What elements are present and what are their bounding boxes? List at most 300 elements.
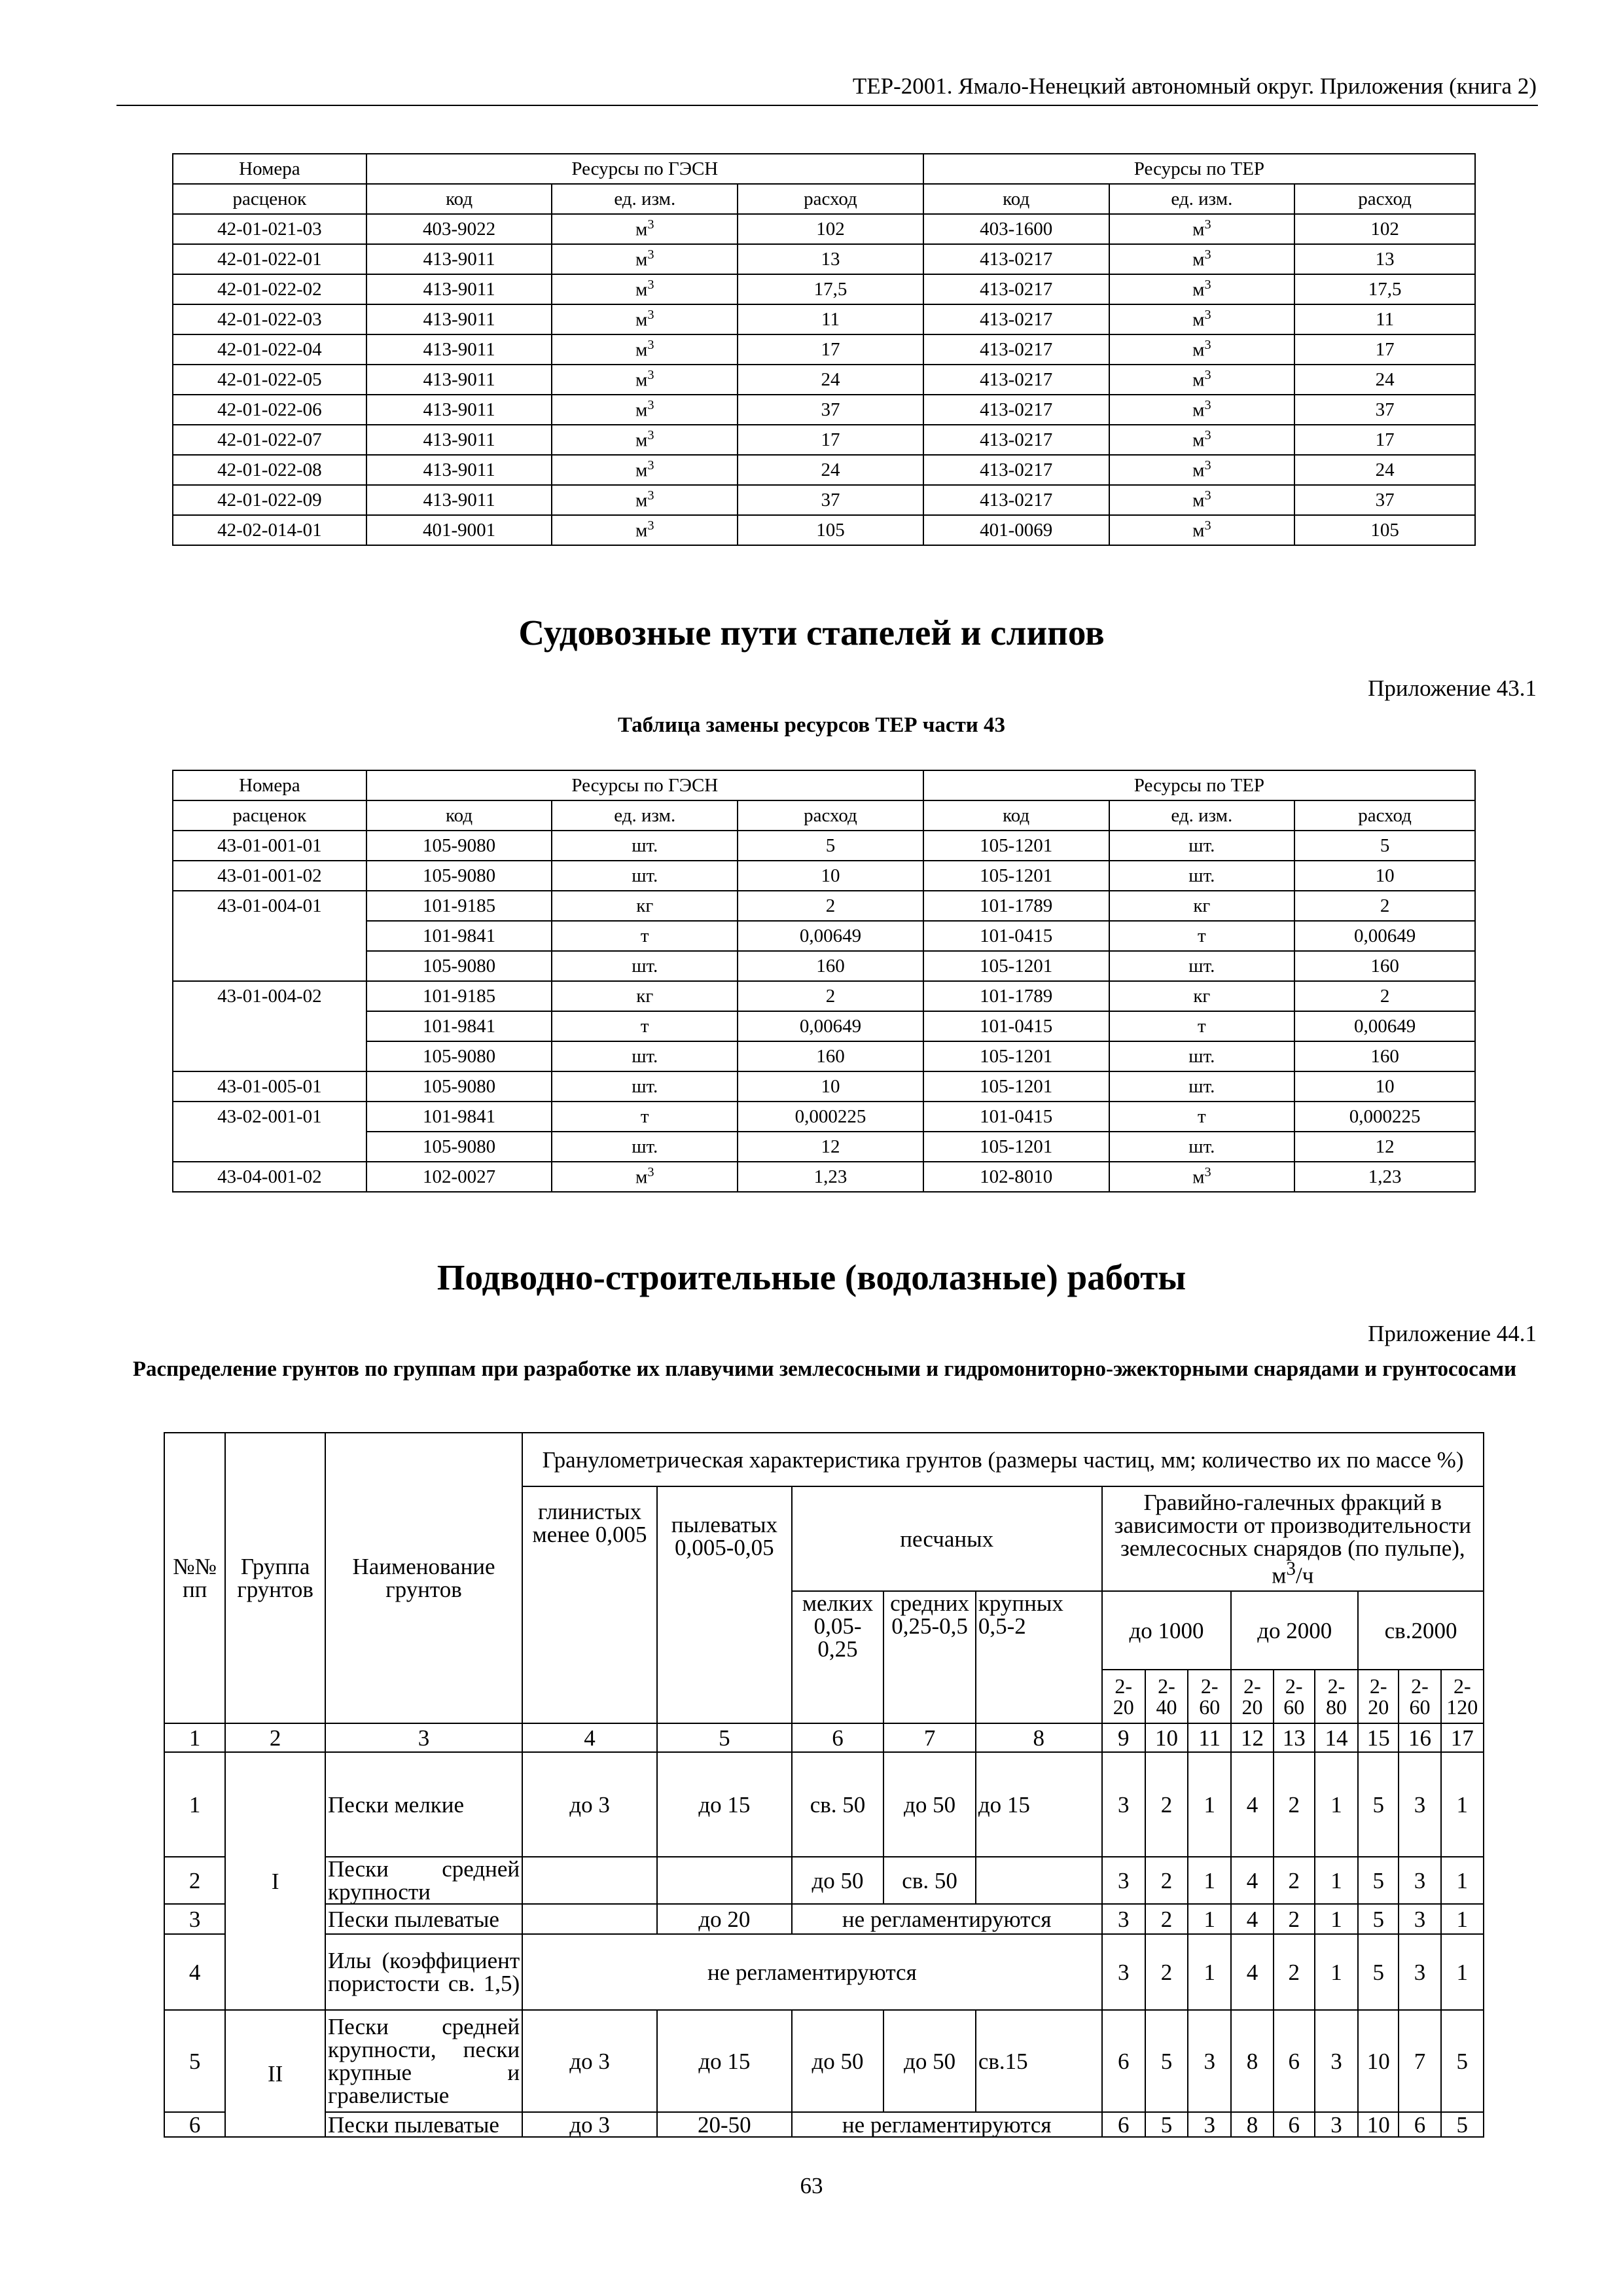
gravel-unit-tail: /ч [1296, 1562, 1314, 1588]
cell-gesn-unit: $м^3$ [552, 274, 738, 304]
header-sand-fine: мелких 0,05-0,25 [792, 1591, 884, 1723]
cell-rate-number [173, 1011, 366, 1041]
cell-rate-number: 42-01-022-07 [173, 425, 366, 455]
cell-ter-unit: шт. [1109, 1041, 1295, 1071]
cell-gravel-share: 3 [1399, 1904, 1440, 1934]
cell-sand-coarse: до 15 [976, 1752, 1102, 1857]
cell-gravel-share: 2 [1145, 1934, 1188, 2010]
cell-gesn-unit: кг [552, 891, 738, 921]
cell-clay [522, 1904, 657, 1934]
cell-gravel-share: 10 [1358, 2010, 1399, 2112]
table-colnum-row [164, 1723, 1484, 1752]
cell-gravel-share: 1 [1441, 1904, 1484, 1934]
cell-sand-fine: до 50 [792, 1857, 884, 1904]
cell-ter-flow: 24 [1294, 365, 1475, 395]
soil-name: Пески средней крупности [325, 1857, 522, 1904]
cell-gravel-share: 6 [1102, 2010, 1145, 2112]
table-row [173, 425, 1475, 455]
cell-gravel-share: 1 [1441, 1934, 1484, 2010]
cell-gesn-unit: кг [552, 981, 738, 1011]
cell-gesn-code: 413-9011 [366, 304, 552, 334]
cell-ter-code: 413-0217 [923, 304, 1109, 334]
cell-gesn-flow: 10 [738, 861, 923, 891]
cell-gesn-flow: 5 [738, 831, 923, 861]
running-header: ТЕР-2001. Ямало-Ненецкий автономный округ. Приложения (книга 2) [852, 73, 1537, 99]
cell-ter-flow: 24 [1294, 455, 1475, 485]
header-code: код [923, 184, 1109, 214]
cell-rate-number: 42-01-022-05 [173, 365, 366, 395]
column-number: 10 [1145, 1723, 1188, 1752]
cell-ter-unit: $м^3$ [1109, 1162, 1295, 1192]
cell-ter-flow: 37 [1294, 395, 1475, 425]
cell-ter-unit: $м^3$ [1109, 304, 1295, 334]
cell-gesn-code: 105-9080 [366, 861, 552, 891]
row-number: 5 [164, 2010, 225, 2112]
cell-gravel-share: 3 [1399, 1934, 1440, 2010]
cell-gravel-share: 10 [1358, 2112, 1399, 2137]
header-rate-number: Номера [173, 154, 366, 184]
header-to-1000: до 1000 [1102, 1591, 1232, 1670]
column-number: 8 [976, 1723, 1102, 1752]
cell-gesn-flow: 10 [738, 1071, 923, 1102]
resource-table-42 [172, 153, 1476, 546]
cell-rate-number [173, 921, 366, 951]
cell-gravel-share: 1 [1188, 1934, 1231, 2010]
cell-gesn-flow: 1,23 [738, 1162, 923, 1192]
cell-gesn-unit: шт. [552, 1071, 738, 1102]
cell-ter-code: 105-1201 [923, 831, 1109, 861]
header-clay: глинистых менее 0,005 [522, 1486, 657, 1723]
cell-gravel-share: 5 [1358, 1752, 1399, 1857]
header-rates: расценок [173, 800, 366, 831]
cell-gesn-flow: 160 [738, 951, 923, 981]
cell-ter-unit: кг [1109, 981, 1295, 1011]
cell-rate-number: 43-04-001-02 [173, 1162, 366, 1192]
cell-ter-flow: 0,00649 [1294, 1011, 1475, 1041]
header-subrange: 2-60 [1188, 1670, 1231, 1723]
cell-gesn-code: 102-0027 [366, 1162, 552, 1192]
cell-gesn-flow: 37 [738, 485, 923, 515]
header-subrange: 2-80 [1315, 1670, 1358, 1723]
cell-gesn-code: 101-9185 [366, 981, 552, 1011]
table-row [173, 1041, 1475, 1071]
table-row [173, 1102, 1475, 1132]
cell-not-regulated: не регламентируются [522, 1934, 1101, 2010]
header-subrange: 2-20 [1231, 1670, 1273, 1723]
cell-not-regulated: не регламентируются [792, 1904, 1102, 1934]
header-unit: ед. изм. [1109, 184, 1295, 214]
cell-rate-number: 43-01-004-02 [173, 981, 366, 1011]
cell-gravel-share: 1 [1315, 1857, 1358, 1904]
cell-gesn-code: 413-9011 [366, 455, 552, 485]
cell-clay [522, 1857, 657, 1904]
table-row [173, 515, 1475, 545]
cell-gesn-code: 403-9022 [366, 214, 552, 244]
cell-ter-unit: $м^3$ [1109, 455, 1295, 485]
row-number: 3 [164, 1904, 225, 1934]
column-number: 15 [1358, 1723, 1399, 1752]
cell-ter-code: 413-0217 [923, 395, 1109, 425]
column-number: 9 [1102, 1723, 1145, 1752]
cell-ter-flow: 0,000225 [1294, 1102, 1475, 1132]
cell-ter-flow: 0,00649 [1294, 921, 1475, 951]
cell-gravel-share: 6 [1274, 2112, 1315, 2137]
cell-gravel-share: 4 [1231, 1752, 1273, 1857]
cell-gravel-share: 4 [1231, 1934, 1273, 2010]
soil-group-I: I [225, 1752, 325, 2010]
column-number: 17 [1441, 1723, 1484, 1752]
cell-gesn-code: 413-9011 [366, 244, 552, 274]
table-row [173, 365, 1475, 395]
cell-gravel-share: 8 [1231, 2112, 1273, 2137]
soil-name: Илы (коэффициент пористости св. 1,5) [325, 1934, 522, 2010]
cell-gesn-flow: 11 [738, 304, 923, 334]
header-flow: расход [1294, 800, 1475, 831]
cell-gesn-flow: 13 [738, 244, 923, 274]
column-number: 3 [325, 1723, 522, 1752]
cell-gravel-share: 2 [1145, 1752, 1188, 1857]
cell-ter-code: 413-0217 [923, 274, 1109, 304]
cell-gravel-share: 3 [1399, 1752, 1440, 1857]
cell-gravel-share: 2 [1274, 1934, 1315, 2010]
cell-gesn-flow: 17 [738, 334, 923, 365]
cell-ter-flow: 1,23 [1294, 1162, 1475, 1192]
cell-gravel-share: 5 [1358, 1904, 1399, 1934]
cell-rate-number: 43-01-001-01 [173, 831, 366, 861]
column-number: 6 [792, 1723, 884, 1752]
cell-gesn-unit: $м^3$ [552, 395, 738, 425]
cell-ter-flow: 105 [1294, 515, 1475, 545]
cell-gesn-unit: $м^3$ [552, 1162, 738, 1192]
cell-gravel-share: 5 [1145, 2112, 1188, 2137]
cell-gesn-code: 101-9185 [366, 891, 552, 921]
cell-rate-number: 43-01-005-01 [173, 1071, 366, 1102]
cell-rate-number [173, 951, 366, 981]
cell-gesn-flow: 0,00649 [738, 921, 923, 951]
cell-gravel-share: 7 [1399, 2010, 1440, 2112]
table-row [173, 831, 1475, 861]
header-ter: Ресурсы по ТЕР [923, 154, 1475, 184]
cell-gesn-code: 413-9011 [366, 274, 552, 304]
gravel-text: Гравийно-галечных фракций в зависимости от производительности землесосных снарядов (по пульпе), м [1114, 1489, 1471, 1588]
cell-ter-code: 101-0415 [923, 1102, 1109, 1132]
cell-gesn-code: 105-9080 [366, 1071, 552, 1102]
cell-gesn-code: 413-9011 [366, 334, 552, 365]
cell-gravel-share: 3 [1315, 2112, 1358, 2137]
cell-gesn-unit: $м^3$ [552, 425, 738, 455]
cell-gravel-share: 5 [1145, 2010, 1188, 2112]
table-row [173, 1132, 1475, 1162]
table-row [164, 2010, 1484, 2112]
cell-ter-code: 105-1201 [923, 1041, 1109, 1071]
cell-gravel-share: 3 [1102, 1752, 1145, 1857]
cell-gravel-share: 3 [1188, 2112, 1231, 2137]
cell-gravel-share: 4 [1231, 1904, 1273, 1934]
soil-name: Пески мелкие [325, 1752, 522, 1857]
table-row [173, 334, 1475, 365]
cell-ter-unit: шт. [1109, 861, 1295, 891]
cell-silt: до 20 [657, 1904, 792, 1934]
cell-ter-unit: $м^3$ [1109, 425, 1295, 455]
cell-gesn-unit: т [552, 1011, 738, 1041]
table-header-row [164, 1433, 1484, 1486]
cell-gesn-unit: т [552, 1102, 738, 1132]
table-caption-44: Распределение грунтов по группам при разработке их плавучими землесосными и гидромониторно-эжекторными снарядами и грунтососами [132, 1357, 1517, 1381]
cell-ter-code: 413-0217 [923, 365, 1109, 395]
soil-groups-table [164, 1432, 1484, 2138]
cell-gravel-share: 1 [1188, 1904, 1231, 1934]
header-rate-number: Номера [173, 770, 366, 800]
cell-ter-unit: $м^3$ [1109, 485, 1295, 515]
cell-ter-code: 102-8010 [923, 1162, 1109, 1192]
cell-rate-number: 43-01-004-01 [173, 891, 366, 921]
header-unit: ед. изм. [1109, 800, 1295, 831]
cell-ter-code: 401-0069 [923, 515, 1109, 545]
cell-gesn-code: 105-9080 [366, 831, 552, 861]
cell-gesn-flow: 24 [738, 455, 923, 485]
cell-gravel-share: 6 [1102, 2112, 1145, 2137]
column-number: 14 [1315, 1723, 1358, 1752]
header-code: код [366, 800, 552, 831]
cell-gesn-code: 413-9011 [366, 365, 552, 395]
cell-ter-code: 105-1201 [923, 951, 1109, 981]
soil-name: Пески средней крупности, пески крупные и гравелистые [325, 2010, 522, 2112]
cell-rate-number [173, 1132, 366, 1162]
cell-gravel-share: 5 [1441, 2112, 1484, 2137]
column-number: 12 [1231, 1723, 1273, 1752]
header-granulometric: Гранулометрическая характеристика грунтов (размеры частиц, мм; количество их по массе %) [522, 1433, 1484, 1486]
header-code: код [366, 184, 552, 214]
section-title-44: Подводно-строительные (водолазные) работы [437, 1257, 1186, 1297]
header-silt: пылеватых 0,005-0,05 [657, 1486, 792, 1723]
cell-ter-unit: шт. [1109, 1071, 1295, 1102]
table-row [173, 861, 1475, 891]
cell-ter-flow: 37 [1294, 485, 1475, 515]
cell-gravel-share: 3 [1315, 2010, 1358, 2112]
appendix-label-44: Приложение 44.1 [1368, 1321, 1537, 1346]
cell-ter-code: 413-0217 [923, 455, 1109, 485]
cell-gravel-share: 1 [1315, 1904, 1358, 1934]
cell-gesn-unit: $м^3$ [552, 304, 738, 334]
cell-gesn-unit: шт. [552, 861, 738, 891]
cell-silt [657, 1857, 792, 1904]
cell-gesn-unit: $м^3$ [552, 244, 738, 274]
cell-ter-unit: $м^3$ [1109, 515, 1295, 545]
cell-gesn-code: 101-9841 [366, 921, 552, 951]
column-number: 13 [1274, 1723, 1315, 1752]
cell-rate-number: 42-01-022-04 [173, 334, 366, 365]
cell-gravel-share: 4 [1231, 1857, 1273, 1904]
page-number: 63 [800, 2173, 823, 2198]
header-to-2000: до 2000 [1231, 1591, 1358, 1670]
table-row [164, 1904, 1484, 1934]
row-number: 4 [164, 1934, 225, 2010]
table-row [173, 891, 1475, 921]
cell-ter-code: 105-1201 [923, 1132, 1109, 1162]
cell-ter-unit: $м^3$ [1109, 244, 1295, 274]
cell-ter-unit: т [1109, 1011, 1295, 1041]
cell-gesn-flow: 24 [738, 365, 923, 395]
table-subheader-row [173, 184, 1475, 214]
column-number: 1 [164, 1723, 225, 1752]
cell-ter-code: 413-0217 [923, 244, 1109, 274]
cell-ter-code: 403-1600 [923, 214, 1109, 244]
cell-clay: до 3 [522, 2010, 657, 2112]
cell-ter-flow: 17 [1294, 334, 1475, 365]
cell-gravel-share: 3 [1399, 1857, 1440, 1904]
cell-ter-code: 413-0217 [923, 425, 1109, 455]
header-sand: песчаных [792, 1486, 1102, 1591]
cell-gesn-unit: $м^3$ [552, 455, 738, 485]
cell-ter-unit: $м^3$ [1109, 395, 1295, 425]
cell-ter-code: 101-1789 [923, 981, 1109, 1011]
cell-gravel-share: 2 [1274, 1857, 1315, 1904]
cell-gesn-code: 413-9011 [366, 485, 552, 515]
table-row [164, 1752, 1484, 1857]
cell-ter-flow: 2 [1294, 891, 1475, 921]
cell-rate-number: 42-01-022-03 [173, 304, 366, 334]
table-row [173, 485, 1475, 515]
cell-gravel-share: 3 [1102, 1904, 1145, 1934]
cell-gesn-flow: 105 [738, 515, 923, 545]
cell-ter-flow: 10 [1294, 861, 1475, 891]
cell-rate-number [173, 1041, 366, 1071]
section-title-43: Судовозные пути стапелей и слипов [518, 613, 1105, 653]
cell-gesn-code: 401-9001 [366, 515, 552, 545]
cell-ter-unit: шт. [1109, 951, 1295, 981]
cell-gesn-code: 413-9011 [366, 395, 552, 425]
resource-table-43 [172, 770, 1476, 1193]
table-row [173, 1162, 1475, 1192]
cell-ter-unit: шт. [1109, 1132, 1295, 1162]
table-row [173, 214, 1475, 244]
table-row [173, 304, 1475, 334]
cell-ter-code: 105-1201 [923, 861, 1109, 891]
cell-gesn-flow: 2 [738, 891, 923, 921]
cell-gesn-unit: шт. [552, 1132, 738, 1162]
cell-silt: до 15 [657, 2010, 792, 2112]
header-unit: ед. изм. [552, 800, 738, 831]
cell-ter-unit: $м^3$ [1109, 274, 1295, 304]
header-subrange: 2-120 [1441, 1670, 1484, 1723]
header-gravel [1102, 1486, 1484, 1591]
cell-ter-flow: 12 [1294, 1132, 1475, 1162]
cell-gravel-share: 5 [1358, 1857, 1399, 1904]
table-row [173, 951, 1475, 981]
table-caption-43: Таблица замены ресурсов ТЕР части 43 [617, 713, 1006, 737]
cell-ter-flow: 2 [1294, 981, 1475, 1011]
header-group: Группа грунтов [225, 1433, 325, 1723]
cell-ter-flow: 5 [1294, 831, 1475, 861]
header-gesn: Ресурсы по ГЭСН [366, 154, 923, 184]
row-number: 6 [164, 2112, 225, 2137]
cell-gravel-share: 6 [1274, 2010, 1315, 2112]
header-flow: расход [738, 800, 923, 831]
cell-gravel-share: 3 [1188, 2010, 1231, 2112]
cell-ter-code: 101-0415 [923, 1011, 1109, 1041]
soil-group-II: II [225, 2010, 325, 2137]
cell-gesn-flow: 17,5 [738, 274, 923, 304]
table-header-row [173, 770, 1475, 800]
cell-gravel-share: 2 [1274, 1904, 1315, 1934]
cell-gesn-flow: 17 [738, 425, 923, 455]
cell-gravel-share: 1 [1441, 1857, 1484, 1904]
table-row [164, 2112, 1484, 2137]
header-ter: Ресурсы по ТЕР [923, 770, 1475, 800]
cell-gravel-share: 2 [1274, 1752, 1315, 1857]
column-number: 16 [1399, 1723, 1440, 1752]
table-row [173, 981, 1475, 1011]
cell-ter-unit: $м^3$ [1109, 334, 1295, 365]
cell-ter-flow: 11 [1294, 304, 1475, 334]
cell-sand-fine: до 50 [792, 2010, 884, 2112]
cell-gesn-flow: 0,00649 [738, 1011, 923, 1041]
soil-name: Пески пылеватые [325, 2112, 522, 2137]
column-number: 5 [657, 1723, 792, 1752]
cell-gravel-share: 3 [1102, 1857, 1145, 1904]
cell-rate-number: 42-01-022-02 [173, 274, 366, 304]
cell-ter-unit: $м^3$ [1109, 214, 1295, 244]
cell-ter-flow: 160 [1294, 951, 1475, 981]
cell-gesn-unit: т [552, 921, 738, 951]
header-subrange: 2-60 [1399, 1670, 1440, 1723]
cell-ter-flow: 102 [1294, 214, 1475, 244]
cell-gesn-unit: $м^3$ [552, 365, 738, 395]
cell-rate-number: 42-01-022-08 [173, 455, 366, 485]
cell-ter-unit: $м^3$ [1109, 365, 1295, 395]
header-flow: расход [738, 184, 923, 214]
cell-rate-number: 42-01-022-01 [173, 244, 366, 274]
cell-gesn-unit: шт. [552, 1041, 738, 1071]
cell-rate-number: 43-02-001-01 [173, 1102, 366, 1132]
header-sand-coarse: крупных 0,5-2 [976, 1591, 1102, 1723]
table-row [173, 244, 1475, 274]
cell-ter-flow: 10 [1294, 1071, 1475, 1102]
column-number: 7 [883, 1723, 976, 1752]
cell-gravel-share: 1 [1315, 1934, 1358, 2010]
cell-clay: до 3 [522, 1752, 657, 1857]
header-subrange: 2-20 [1102, 1670, 1145, 1723]
cell-gesn-code: 101-9841 [366, 1011, 552, 1041]
table-header-row [173, 154, 1475, 184]
cell-gesn-flow: 102 [738, 214, 923, 244]
cell-rate-number: 43-01-001-02 [173, 861, 366, 891]
cell-gravel-share: 1 [1188, 1857, 1231, 1904]
cell-ter-flow: 17 [1294, 425, 1475, 455]
cell-gravel-share: 2 [1145, 1857, 1188, 1904]
cell-gesn-code: 413-9011 [366, 425, 552, 455]
cell-gesn-unit: $м^3$ [552, 485, 738, 515]
header-code: код [923, 800, 1109, 831]
column-number: 4 [522, 1723, 657, 1752]
header-rule [116, 105, 1538, 106]
row-number: 2 [164, 1857, 225, 1904]
cell-sand-medium: до 50 [883, 1752, 976, 1857]
header-rates: расценок [173, 184, 366, 214]
cell-gravel-share: 8 [1231, 2010, 1273, 2112]
cell-ter-code: 101-1789 [923, 891, 1109, 921]
cell-gravel-share: 1 [1188, 1752, 1231, 1857]
cell-sand-medium: до 50 [883, 2010, 976, 2112]
cell-rate-number: 42-01-022-06 [173, 395, 366, 425]
cell-gesn-flow: 2 [738, 981, 923, 1011]
table-row [173, 1011, 1475, 1041]
table-row [173, 921, 1475, 951]
table-row [173, 1071, 1475, 1102]
cell-ter-flow: 17,5 [1294, 274, 1475, 304]
header-sand-medium: средних 0,25-0,5 [883, 1591, 976, 1723]
cell-gesn-flow: 160 [738, 1041, 923, 1071]
